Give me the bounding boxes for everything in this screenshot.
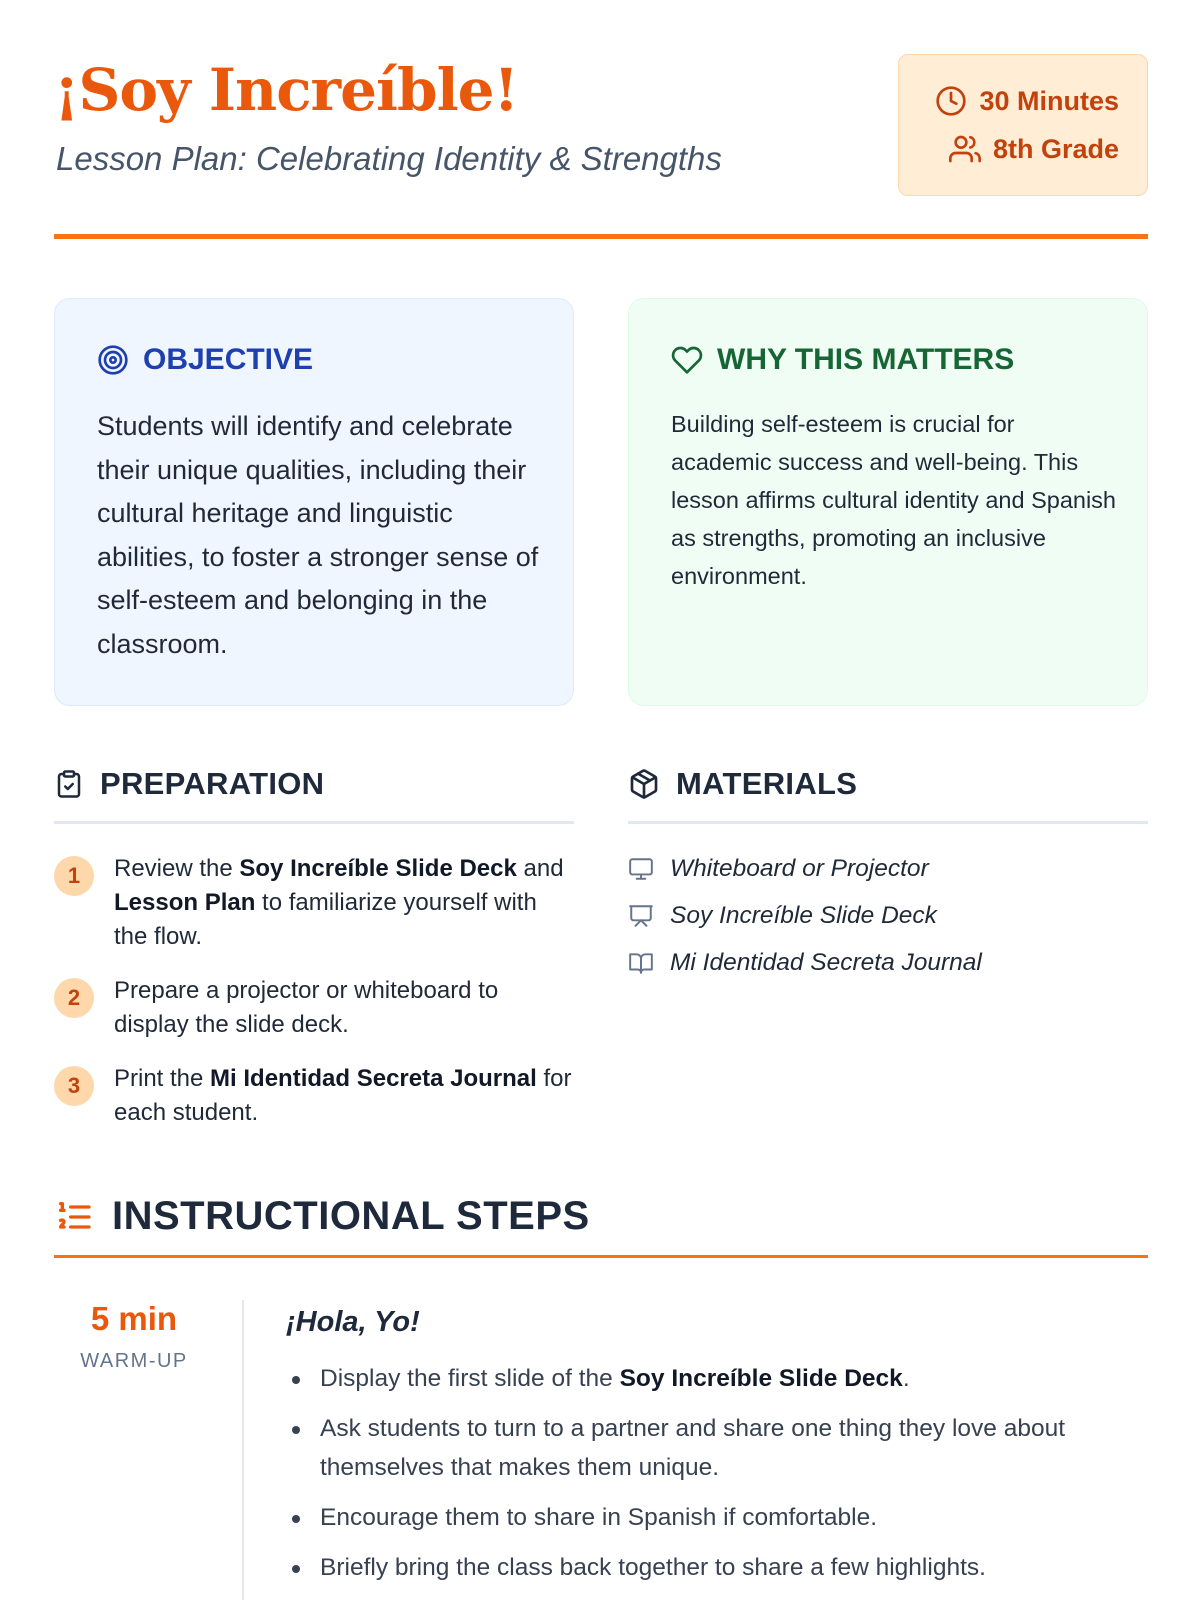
step-time	[54, 1300, 214, 1373]
why-matters-text: Building self-esteem is crucial for academic success and well-being. This lesson affirms cultural identity and Spanish as strengths, promoting an inclusive environment.	[671, 411, 1116, 589]
material-label: Soy Increíble Slide Deck	[670, 902, 937, 929]
step-bullet-list	[286, 1359, 1116, 1587]
target-icon	[97, 344, 129, 376]
step-bullet	[286, 1409, 1116, 1487]
grade-text: 8th Grade	[992, 133, 1119, 164]
users-icon	[949, 133, 981, 165]
materials-heading-text: MATERIALS	[676, 766, 858, 801]
numbered-list-icon	[54, 1197, 94, 1237]
objective-card	[54, 298, 574, 706]
book-open-icon	[628, 950, 654, 976]
material-item	[628, 946, 1148, 980]
step-number-badge: 2	[54, 978, 94, 1018]
preparation-item-3	[54, 1062, 574, 1130]
prep-bold-text: Mi Identidad Secreta Journal	[210, 1065, 537, 1092]
prep-bold-text: Soy Increíble Slide Deck	[239, 855, 517, 882]
step-bullet	[286, 1359, 1116, 1398]
why-matters-heading-text: WHY THIS MATTERS	[717, 343, 1015, 376]
prep-text: for each student.	[114, 1065, 572, 1126]
prep-text: Review the	[114, 855, 240, 882]
prep-bold-text: Lesson Plan	[114, 889, 256, 916]
step-body	[286, 1306, 1116, 1598]
step-number-badge: 3	[54, 1066, 94, 1106]
step-title: ¡Hola, Yo!	[286, 1306, 420, 1338]
bullet-text: Display the first slide of the	[320, 1365, 620, 1392]
package-icon	[628, 768, 660, 800]
prep-text: Print the	[114, 1065, 211, 1092]
objective-heading-text: OBJECTIVE	[143, 343, 314, 376]
duration-row	[935, 85, 1119, 117]
materials-list	[628, 852, 1148, 993]
material-label: Mi Identidad Secreta Journal	[670, 949, 982, 976]
header	[54, 52, 1148, 202]
step-warm-up	[54, 1300, 1148, 1600]
bullet-text: Encourage them to share in Spanish if comfortable.	[320, 1504, 878, 1531]
material-item	[628, 899, 1148, 933]
step-bullet	[286, 1548, 1116, 1587]
page-title: ¡Soy Increíble!	[54, 56, 518, 124]
monitor-icon	[628, 856, 654, 882]
materials-section-header	[628, 766, 1148, 824]
step-duration: 5 min	[90, 1300, 178, 1337]
step-bullet	[286, 1498, 1116, 1537]
preparation-section-header	[54, 766, 574, 824]
bullet-bold-text: Soy Increíble Slide Deck	[619, 1365, 903, 1392]
bullet-text: Briefly bring the class back together to share a few highlights.	[320, 1554, 986, 1581]
bullet-text: Ask students to turn to a partner and share one thing they love about themselves that makes them unique.	[320, 1415, 1066, 1481]
prep-text: Prepare a projector or whiteboard to display the slide deck.	[114, 977, 499, 1038]
instructional-steps-heading-text: INSTRUCTIONAL STEPS	[112, 1194, 590, 1238]
step-divider	[242, 1300, 244, 1600]
preparation-item-1	[54, 852, 574, 954]
preparation-item-2	[54, 974, 574, 1042]
material-item	[628, 852, 1148, 886]
step-phase-label: WARM-UP	[80, 1350, 188, 1372]
prep-text: and	[516, 855, 564, 882]
materials-heading	[628, 766, 857, 802]
instructional-steps-heading	[54, 1194, 590, 1239]
objective-text: Students will identify and celebrate their unique qualities, including their cultural heritage and linguistic abilities, to foster a stronger sense of self-esteem and belonging in the classroom.	[97, 411, 539, 659]
heart-icon	[671, 344, 703, 376]
preparation-heading	[54, 766, 324, 802]
preparation-list	[54, 852, 574, 1150]
presentation-icon	[628, 903, 654, 929]
preparation-heading-text: PREPARATION	[100, 766, 325, 801]
instructional-steps-header	[54, 1188, 1148, 1258]
header-divider	[54, 234, 1148, 239]
duration-text: 30 Minutes	[979, 85, 1119, 116]
why-matters-card	[628, 298, 1148, 706]
objective-heading	[97, 343, 313, 377]
info-badge	[898, 54, 1148, 196]
page-subtitle: Lesson Plan: Celebrating Identity & Strengths	[56, 140, 722, 177]
material-label: Whiteboard or Projector	[670, 855, 929, 882]
why-matters-heading	[671, 343, 1014, 377]
clock-icon	[935, 85, 967, 117]
prep-text: to familiarize yourself with the flow.	[114, 889, 537, 950]
step-number-badge: 1	[54, 856, 94, 896]
clipboard-check-icon	[54, 768, 84, 800]
grade-row	[949, 133, 1119, 165]
bullet-text: .	[902, 1365, 910, 1392]
